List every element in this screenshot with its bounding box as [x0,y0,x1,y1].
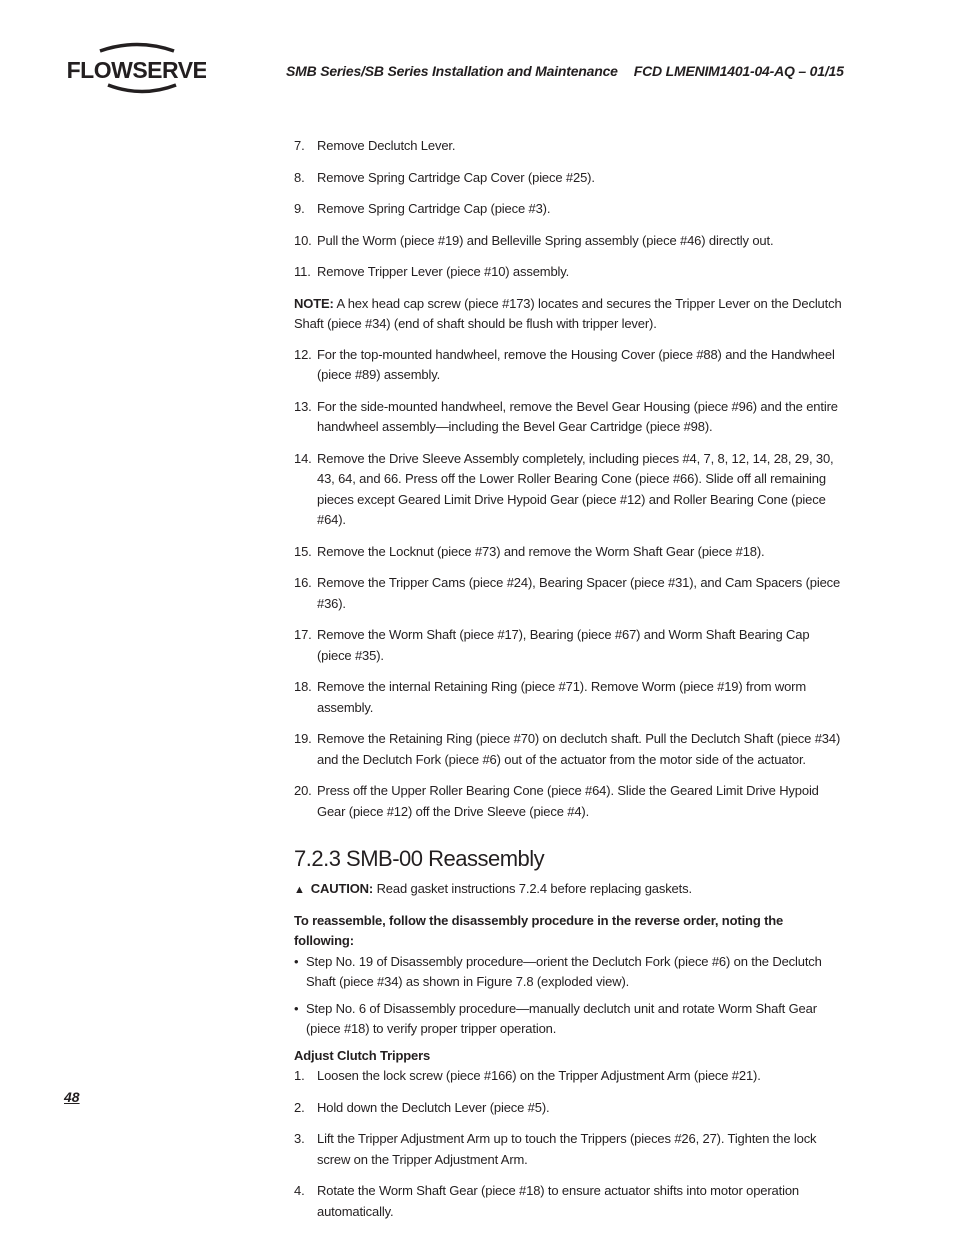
list-item [294,1129,842,1170]
list-item [294,729,842,770]
caution-text: Read gasket instructions 7.2.4 before replacing gaskets. [373,881,692,896]
list-item-text: Remove Tripper Lever (piece #10) assembly. [317,264,570,279]
list-item [294,677,842,718]
caution-paragraph [294,879,842,901]
disassembly-steps-b [294,345,842,823]
bullet-item-text: Step No. 19 of Disassembly procedure—orient the Declutch Fork (piece #6) on the Declutch Shaft (piece #34) as shown in Figure 7.8 (exploded view). [306,953,822,989]
list-item-marker: 13. [294,398,312,414]
doc-title: SMB Series/SB Series Installation and Maintenance [286,63,618,79]
section-title: 7.2.3 SMB-00 Reassembly [294,846,545,871]
list-item [294,625,842,666]
caution-label: CAUTION: [310,881,374,896]
adjust-trippers-steps [294,1066,842,1222]
list-item [294,168,842,189]
list-item-marker: 17. [294,627,312,642]
list-item-text: Hold down the Declutch Lever (piece #5). [317,1099,550,1115]
warning-triangle-icon: ▲ [294,884,305,896]
bullet-item-marker: • [294,953,299,969]
list-item-text: Pull the Worm (piece #19) and Belleville Spring assembly (piece #46) directly out. [317,232,774,248]
list-item-marker: 7. [294,138,305,153]
list-item-text: Remove the Retaining Ring (piece #70) on declutch shaft. Pull the Declutch Shaft (piece #34) and the Declutch Fork (piece #6) out of the actuator from the motor side of the actuator. [317,731,841,767]
list-item-marker: 3. [294,1131,305,1146]
list-item [294,199,842,220]
list-item [294,262,842,283]
list-item-text: Lift the Tripper Adjustment Arm up to touch the Trippers (pieces #26, 27). Tighten the lock screw on the Tripper Adjustment Arm. [317,1131,817,1167]
doc-code: FCD LMENIM1401-04-AQ – 01/15 [633,63,844,79]
list-item [294,449,842,531]
list-item [294,781,842,822]
list-item-text: Loosen the lock screw (piece #166) on the Tripper Adjustment Arm (piece #21). [317,1068,761,1083]
page-content [294,136,842,1233]
subheading-adjust-clutch-trippers: Adjust Clutch Trippers [294,1047,431,1063]
running-header [286,63,844,79]
list-item-marker: 1. [294,1068,305,1083]
disassembly-steps-a [294,136,842,283]
list-item-text: For the top-mounted handwheel, remove the Housing Cover (piece #88) and the Handwheel (piece #89) assembly. [317,346,835,382]
list-item-text: Press off the Upper Roller Bearing Cone (piece #64). Slide the Geared Limit Drive Hypoid Gear (piece #12) off the Drive Sleeve (piece #4). [317,783,819,819]
logo-wordmark: FLOWSERVE [68,57,206,83]
reassembly-intro: To reassemble, follow the disassembly procedure in the reverse order, noting the following: [294,912,784,948]
list-item-marker: 11. [294,264,311,279]
list-item-text: Remove the Worm Shaft (piece #17), Bearing (piece #67) and Worm Shaft Bearing Cap (piece #35). [317,627,810,663]
list-item [294,397,842,438]
list-item-marker: 20. [294,783,312,798]
list-item-marker: 4. [294,1183,305,1198]
list-item [294,1066,842,1087]
flowserve-logo [68,42,206,96]
list-item [294,1098,842,1119]
bullet-item [294,999,842,1040]
list-item [294,573,842,614]
note-label: NOTE: [294,295,334,311]
list-item-text: Remove the Locknut (piece #73) and remove the Worm Shaft Gear (piece #18). [317,543,765,559]
list-item-marker: 8. [294,169,305,185]
list-item [294,542,842,563]
list-item-marker: 15. [294,543,312,559]
list-item-text: Remove Spring Cartridge Cap Cover (piece #25). [317,169,595,185]
list-item-text: Rotate the Worm Shaft Gear (piece #18) to ensure actuator shifts into motor operation automatically. [317,1183,799,1219]
note-paragraph [294,294,842,335]
list-item-text: Remove Spring Cartridge Cap (piece #3). [317,201,551,216]
list-item-marker: 12. [294,346,312,362]
list-item-marker: 19. [294,731,312,746]
reassembly-notes-list [294,952,842,1040]
note-text: A hex head cap screw (piece #173) locates and secures the Tripper Lever on the Declutch Shaft (piece #34) (end of shaft should be flush with tripper lever). [294,295,842,331]
list-item-text: Remove the Tripper Cams (piece #24), Bearing Spacer (piece #31), and Cam Spacers (piece #36). [317,575,841,611]
list-item [294,136,842,157]
list-item-text: For the side-mounted handwheel, remove the Bevel Gear Housing (piece #96) and the entire handwheel assembly—including the Bevel Gear Cartridge (piece #98). [317,398,838,434]
list-item [294,1181,842,1222]
list-item-text: Remove the Drive Sleeve Assembly completely, including pieces #4, 7, 8, 12, 14, 28, 29, 30, 43, 64, and 66. Press off the Lower Roller Bearing Cone (piece #66). Slide off all remaining pieces except Geared Limit Drive Hypoid Gear (piece #12) and Roller Bearing Cone (piece #64). [317,450,834,527]
list-item-text: Remove the internal Retaining Ring (piece #71). Remove Worm (piece #19) from worm assembly. [317,679,807,715]
bullet-item-text: Step No. 6 of Disassembly procedure—manually declutch unit and rotate Worm Shaft Gear (piece #18) to verify proper tripper operation. [306,1000,817,1036]
list-item-marker: 14. [294,450,312,466]
list-item-text: Remove Declutch Lever. [317,138,456,153]
list-item [294,231,842,252]
bullet-item-marker: • [294,1000,299,1016]
flowserve-logo-graphic [68,42,206,96]
list-item-marker: 18. [294,679,312,694]
list-item-marker: 9. [294,201,305,216]
list-item-marker: 2. [294,1099,305,1115]
list-item [294,345,842,386]
list-item-marker: 16. [294,575,312,590]
page-number: 48 [64,1089,80,1105]
bullet-item [294,952,842,993]
list-item-marker: 10. [294,232,312,248]
